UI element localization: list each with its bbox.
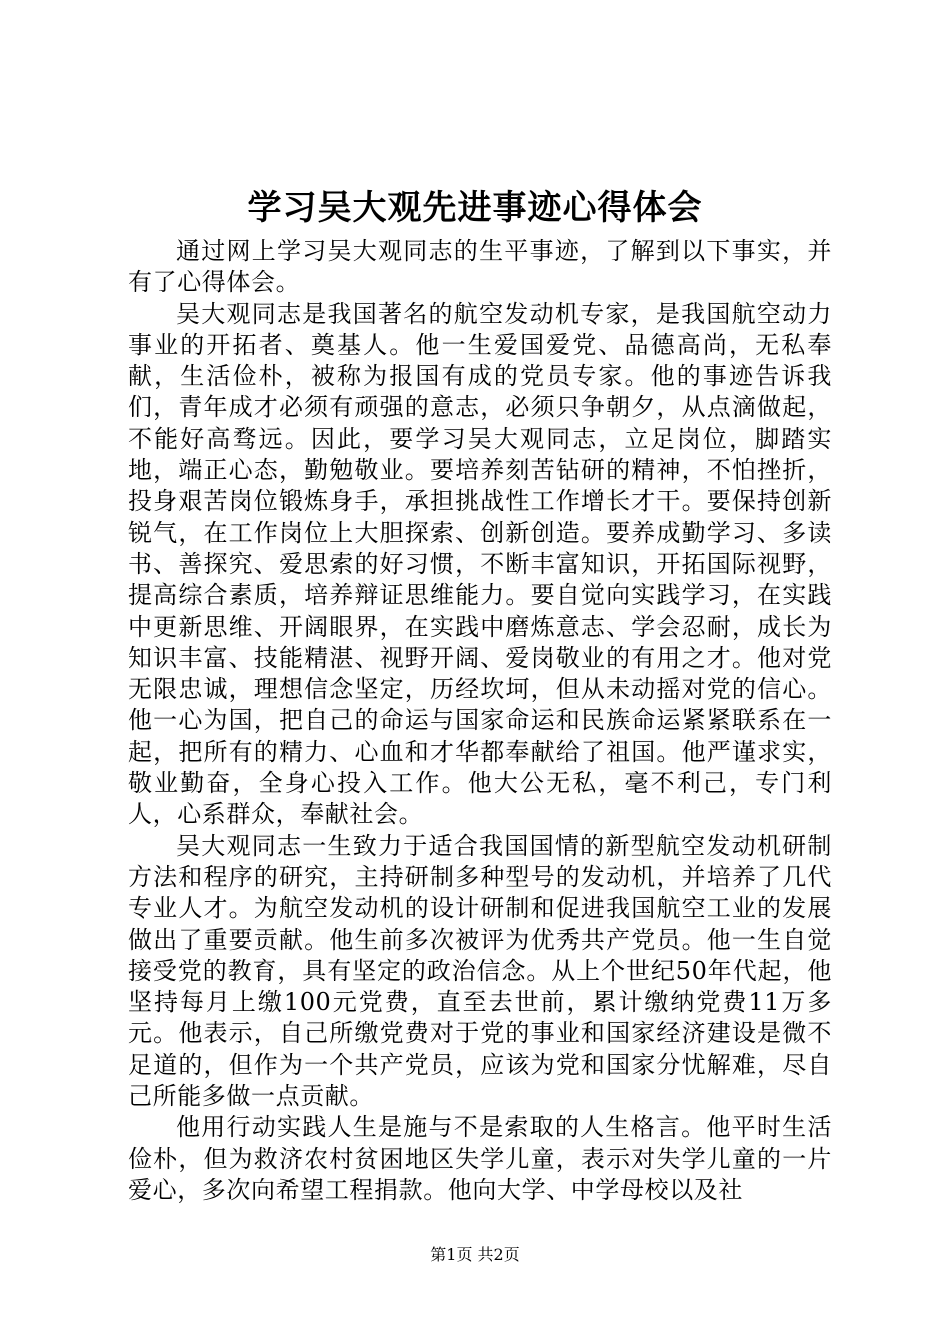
document-body [128,236,832,1206]
document-title: 学习吴大观先进事迹心得体会 [247,188,703,228]
paragraph-biography: 吴大观同志是我国著名的航空发动机专家，是我国航空动力事业的开拓者、奠基人。他一生爱国爱党、品德高尚，无私奉献，生活俭朴，被称为报国有成的党员专家。他的事迹告诉我们，青年成才必须有顽强的意志，必须只争朝夕，从点滴做起，不能好高骛远。因此，要学习吴大观同志，立足岗位，脚踏实地，端正心态，勤勉敬业。要培养刻苦钻研的精神，不怕挫折，投身艰苦岗位锻炼身手，承担挑战性工作增长才干。要保持创新锐气，在工作岗位上大胆探索、创新创造。要养成勤学习、多读书、善探究、爱思索的好习惯，不断丰富知识，开拓国际视野，提高综合素质，培养辩证思维能力。要自觉向实践学习，在实践中更新思维、开阔眼界，在实践中磨炼意志、学会忍耐，成长为知识丰富、技能精湛、视野开阔、爱岗敬业的有用之才。他对党无限忠诚，理想信念坚定，历经坎坷，但从未动摇对党的信心。他一心为国，把自己的命运与国家命运和民族命运紧紧联系在一起，把所有的精力、心血和才华都奉献给了祖国。他严谨求实，敬业勤奋，全身心投入工作。他大公无私，毫不利己，专门利人，心系群众，奉献社会。 [128,299,832,829]
paragraph-donations: 他用行动实践人生是施与不是索取的人生格言。他平时生活俭朴，但为救济农村贫困地区失学儿童，表示对失学儿童的一片爱心，多次向希望工程捐款。他向大学、中学母校以及社 [128,1113,832,1204]
page-number-footer: 第1页 共2页 [430,1245,520,1264]
paragraph-intro: 通过网上学习吴大观同志的生平事迹，了解到以下事实，并有了心得体会。 [128,237,832,297]
paragraph-contributions: 吴大观同志一生致力于适合我国国情的新型航空发动机研制方法和程序的研究，主持研制多种型号的发动机，并培养了几代专业人才。为航空发动机的设计研制和促进我国航空工业的发展做出了重要贡献。他生前多次被评为优秀共产党员。他一生自觉接受党的教育，具有坚定的政治信念。从上个世纪50年代起，他坚持每月上缴100元党费，直至去世前，累计缴纳党费11万多元。他表示，自己所缴党费对于党的事业和国家经济建设是微不足道的，但作为一个共产党员，应该为党和国家分忧解难，尽自己所能多做一点贡献。 [128,831,832,1111]
